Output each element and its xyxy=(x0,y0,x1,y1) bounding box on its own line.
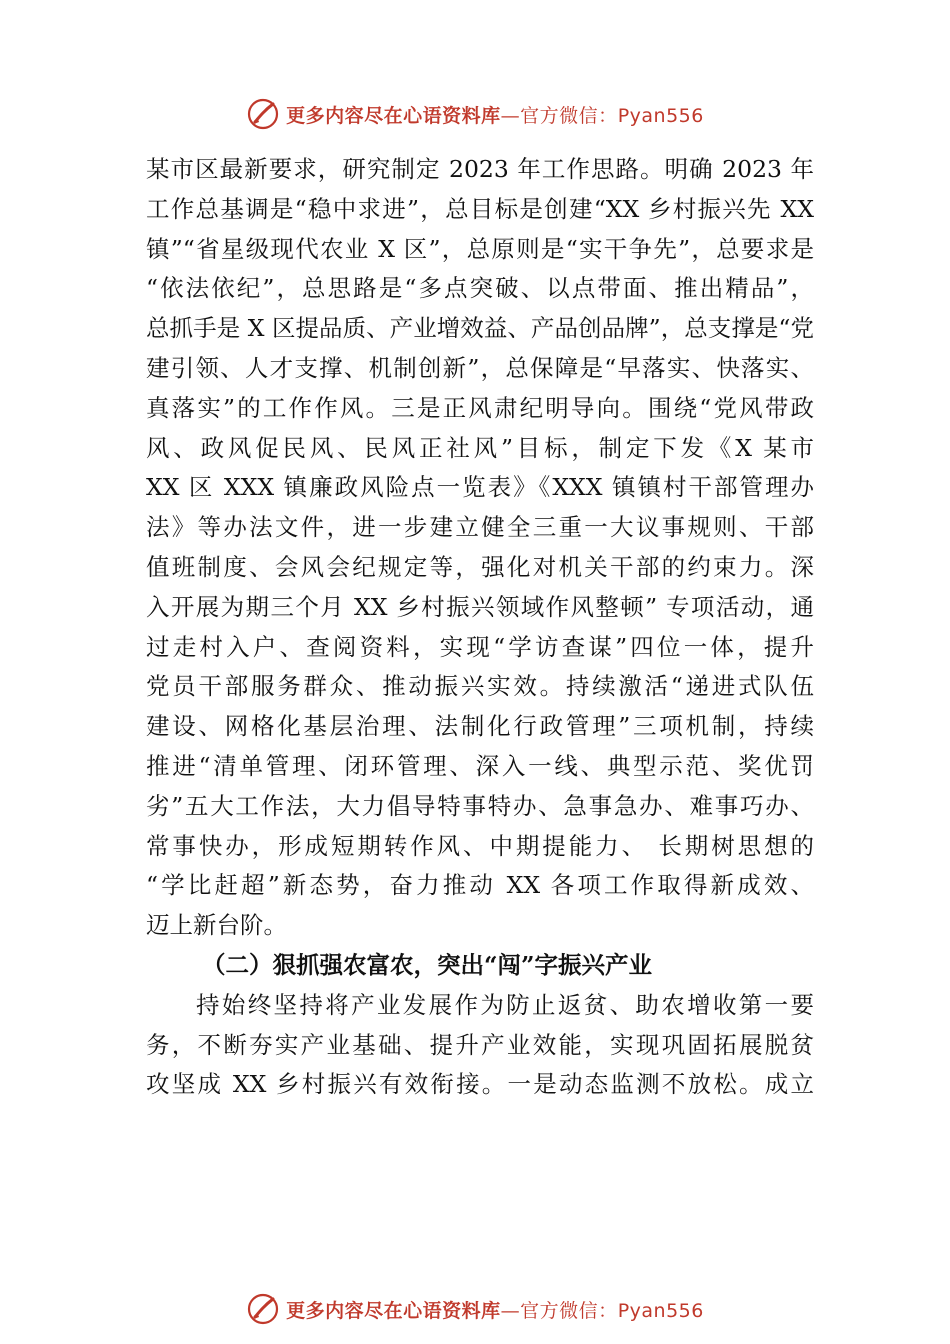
body-line: 入开展为期三个月 XX 乡村振兴领域作风整顿” 专项活动，通 xyxy=(146,592,814,621)
body-line: 建引领、人才支撑、机制创新”，总保障是“早落实、快落实、 xyxy=(146,353,814,382)
body-line: 镇”“省星级现代农业 X 区”，总原则是“实干争先”，总要求是 xyxy=(146,234,814,263)
banner-dash: — xyxy=(500,104,521,127)
header-banner-text xyxy=(286,101,704,128)
paragraph-line: 持始终坚持将产业发展作为防止返贫、助农增收第一要 xyxy=(196,990,814,1019)
wechat-label: 官方微信： xyxy=(520,1299,618,1322)
body-line: 真落实”的工作作风。三是正风肃纪明导向。围绕“党风带政 xyxy=(146,393,814,422)
paragraph-line: 务，不断夯实产业基础、提升产业效能，实现巩固拓展脱贫 xyxy=(146,1030,814,1059)
body-line: 工作总基调是“稳中求进”，总目标是创建“XX 乡村振兴先 XX xyxy=(146,194,814,223)
body-line: 常事快办，形成短期转作风、中期提能力、 长期树思想的 xyxy=(146,831,814,860)
footer-banner-text xyxy=(286,1296,704,1323)
body-line: 值班制度、会风会纪规定等，强化对机关干部的约束力。深 xyxy=(146,552,814,581)
body-line: 迈上新台阶。 xyxy=(146,911,287,940)
body-line: 党员干部服务群众、推动振兴实效。持续激活“递进式队伍 xyxy=(146,672,814,701)
body-line: 劣”五大工作法，大力倡导特事特办、急事急办、难事巧办、 xyxy=(146,791,814,820)
body-line: “依法依纪”，总思路是“多点突破、以点带面、推出精品”， xyxy=(146,274,814,303)
header-banner xyxy=(0,94,950,134)
document-body xyxy=(146,150,814,1105)
site-name: 更多内容尽在心语资料库 xyxy=(286,104,501,127)
wechat-label: 官方微信： xyxy=(520,104,618,127)
body-line: XX 区 XXX 镇廉政风险点一览表》《XXX 镇镇村干部管理办 xyxy=(146,473,814,502)
body-line: 风、政风促民风、民风正社风”目标，制定下发《X 某市 xyxy=(146,433,814,462)
body-line: 推进“清单管理、闭环管理、深入一线、典型示范、奖优罚 xyxy=(146,751,814,780)
footer-banner xyxy=(0,1289,950,1329)
footer-banner-content xyxy=(246,1292,704,1326)
body-line: 建设、网格化基层治理、法制化行政管理”三项机制，持续 xyxy=(146,712,814,741)
site-name: 更多内容尽在心语资料库 xyxy=(286,1299,501,1322)
wechat-id: Pyan556 xyxy=(617,1299,704,1322)
body-line: 过走村入户、查阅资料，实现“学访查谋”四位一体，提升 xyxy=(146,632,814,661)
body-line: “学比赶超”新态势，奋力推动 XX 各项工作取得新成效、 xyxy=(146,871,814,900)
wechat-id: Pyan556 xyxy=(617,104,704,127)
section-heading: （二）狠抓强农富农，突出“闯”字振兴产业 xyxy=(202,950,653,979)
header-banner-content xyxy=(246,97,704,131)
paragraph-line: 攻坚成 XX 乡村振兴有效衔接。一是动态监测不放松。成立 xyxy=(146,1070,814,1099)
pen-quill-seal-icon xyxy=(246,1292,280,1326)
body-line: 某市区最新要求，研究制定 2023 年工作思路。明确 2023 年 xyxy=(146,155,814,183)
pen-quill-seal-icon xyxy=(246,97,280,131)
body-line: 法》等办法文件，进一步建立健全三重一大议事规则、干部 xyxy=(146,513,814,542)
banner-dash: — xyxy=(500,1299,521,1322)
body-line: 总抓手是 X 区提品质、产业增效益、产品创品牌”，总支撑是“党 xyxy=(146,314,814,343)
